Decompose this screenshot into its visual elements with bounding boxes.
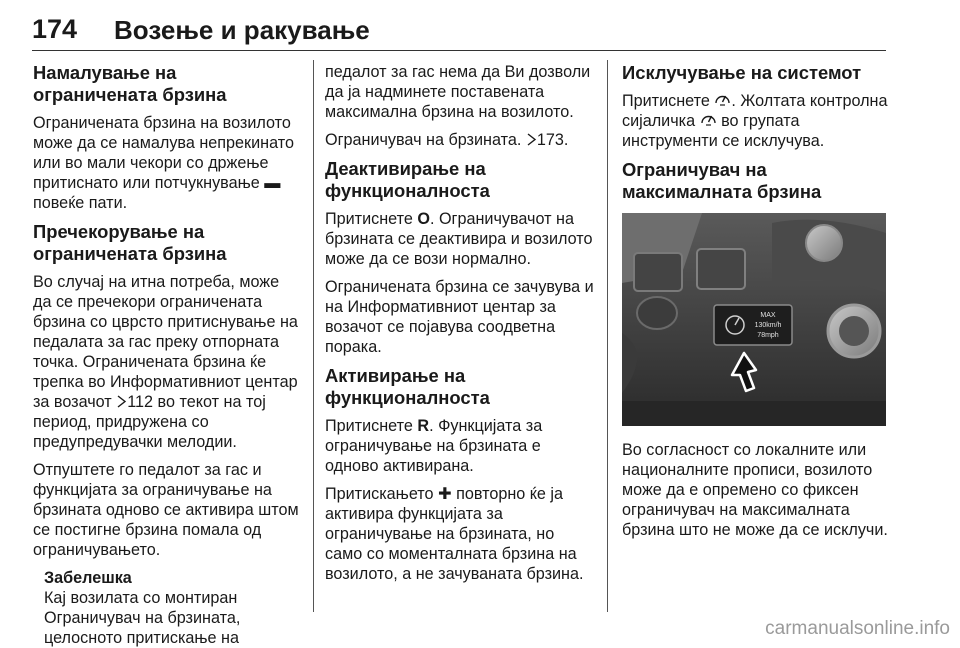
paragraph-reduce-speed: Ограничената брзина на возилото може да се намалува непрекинато или во мали чекори со држење притиснато или потчукнување ▬ повеќе пати. [33,114,295,212]
paragraph-activation: Притиснете R. Функцијата за ограничување на брзината е одново активирана. [325,417,543,475]
note-text: Кај возилата со монтиран Ограничувач на брзината, целосното притискање на [44,589,241,647]
column-divider-2 [607,60,608,612]
page-reference-icon [526,133,537,146]
heading-reduce-speed: Намалување на ограничената брзина [33,62,227,105]
max-label: MAX [760,312,776,319]
chapter-title: Возење и ракување [114,15,370,45]
dashboard-illustration [622,213,886,426]
heading-max-speed-limiter: Ограничувач на максималната брзина [622,159,822,202]
heading-switch-off: Исклучување на системот [622,62,862,83]
paragraph-exceed-speed: Во случај на итна потреба, може да се пречекори ограничената брзина со цврсто притиснување на педалата за гас преку отпорната точка. Ограничената брзина ќе трепка во Информативниот центар за возачот 112 во текот на тој период, придружена со предупредувачки мелодии. [33,273,298,451]
note-title: Забелешка [44,569,132,587]
column-middle [325,62,595,592]
watermark: carmanualsonline.info [765,618,950,639]
paragraph-release-pedal: Отпуштете го педалот за гас и функцијата за ограничување на брзината одново се активира штом се постигне брзина помала од ограничувањето. [33,461,299,559]
speed-limiter-icon [714,91,731,106]
page-number: 174 [32,14,78,44]
speed-limiter-icon [700,111,717,126]
paragraph-speed-stored: Ограничената брзина се зачувува и на Информативниот центар за возачот се појавува соодветна порака. [325,278,594,356]
paragraph-speed-limiter-ref: Ограничувач на брзината. 173. [325,131,569,149]
off-icon: O [417,210,430,228]
header-rule [32,50,886,51]
note-block [33,568,301,648]
page-header [32,14,892,50]
paragraph-fixed-limiter: Во согласност со локалните или националните прописи, возилото може да е опремено со фиксен ограничувач на максималната брзина што не може да се исклучи. [622,441,888,539]
paragraph-deactivation: Притиснете O. Ограничувачот на брзината се деактивира и возилото може да се вози нормално. [325,210,593,268]
column-right [622,62,890,548]
paragraph-plus-press: Притискањето ✚ повторно ќе ја активира функцијата за ограничување на брзината, но само со моменталната брзина на возилото, а не зачуваната брзина. [325,485,584,583]
mph-label: 78mph [757,332,779,339]
column-divider-1 [313,60,314,612]
page-reference-number: 112 [127,393,154,411]
column-left [33,62,301,648]
minus-icon: ▬ [264,174,281,192]
plus-icon: ✚ [438,485,452,503]
heading-exceed-speed: Пречекорување на ограничената брзина [33,221,227,264]
heading-activation: Активирање на функционалноста [325,365,490,408]
dashboard-photo [622,213,886,426]
kmh-label: 130km/h [754,322,782,329]
paragraph-switch-off: Притиснете . Жолтата контролна сијаличка во групата инструменти се исклучува. [622,92,888,150]
resume-icon: R [417,417,430,435]
heading-deactivation: Деактивирање на функционалноста [325,158,490,201]
page-reference-number: 173 [536,131,564,149]
page-reference-icon [116,395,127,408]
paragraph-pedal-continued: педалот за гас нема да Ви дозволи да ја надминете поставената максимална брзина на возилото. [325,63,591,121]
